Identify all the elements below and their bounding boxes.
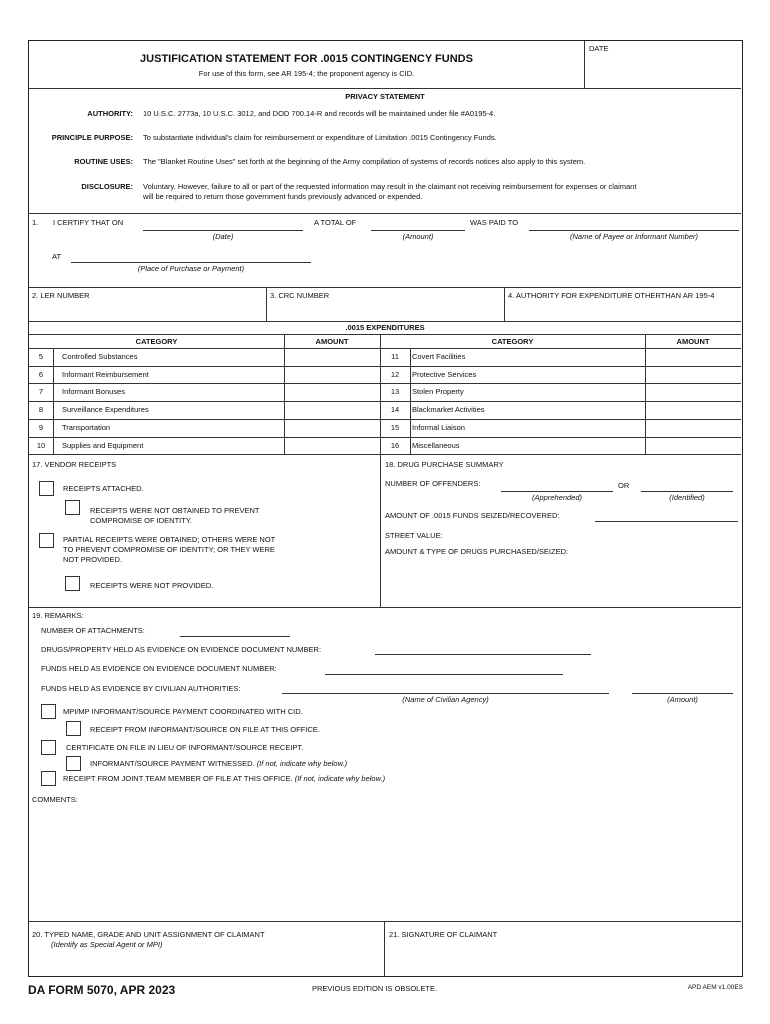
receipts-not-obtained-checkbox[interactable]	[65, 500, 80, 515]
expenditure-category: Controlled Substances	[62, 352, 138, 361]
expenditure-category: Protective Services	[412, 369, 477, 379]
row-divider	[29, 437, 741, 438]
form-id: DA FORM 5070, APR 2023	[28, 983, 176, 997]
expenditure-category: Blackmarket Activities	[412, 405, 485, 415]
identified-hint: (Identified)	[669, 493, 705, 502]
offenders-label: NUMBER OF OFFENDERS:	[385, 479, 481, 488]
disclosure-text-1: Voluntary. However, failure to all or part of the requested information may result in the claimant not receiving reimbursement for expenses or claimant	[143, 182, 637, 191]
row-divider	[29, 401, 741, 402]
mpi-coordinated-checkbox[interactable]	[41, 704, 56, 719]
category-header-right: CATEGORY	[491, 337, 534, 346]
expenditure-amount-field[interactable]	[646, 348, 740, 366]
receipts-not-obtained-1: RECEIPTS WERE NOT OBTAINED TO PREVENT	[90, 506, 260, 515]
expenditure-num: 7	[38, 387, 44, 397]
evidence-doc-label: DRUGS/PROPERTY HELD AS EVIDENCE ON EVIDENCE DOCUMENT NUMBER:	[41, 645, 322, 654]
expenditure-amount-field[interactable]	[285, 401, 379, 419]
expenditure-amount-field[interactable]	[285, 437, 379, 455]
expenditures-heading: .0015 EXPENDITURES	[345, 323, 425, 332]
routine-label: ROUTINE USES:	[74, 157, 133, 166]
expenditure-num: 6	[38, 369, 44, 379]
witnessed-checkbox[interactable]	[66, 756, 81, 771]
attachments-field[interactable]	[180, 636, 290, 637]
receipts-attached-label: RECEIPTS ATTACHED.	[63, 484, 144, 493]
evidence-doc-field[interactable]	[375, 654, 591, 655]
purpose-text: To substantiate individual's claim for reimbursement or expenditure of Limitation .0015 Contingency Funds.	[143, 133, 497, 142]
civilian-amount-field[interactable]	[632, 693, 733, 694]
typed-name-label: 20. TYPED NAME, GRADE AND UNIT ASSIGNMENT OF CLAIMANT	[32, 930, 265, 939]
expenditure-category: Miscellaneous	[412, 440, 460, 450]
expenditure-num: 13	[390, 387, 400, 397]
expenditure-category: Surveillance Expenditures	[62, 405, 149, 415]
partial-receipts-1: PARTIAL RECEIPTS WERE OBTAINED; OTHERS WERE NOT	[63, 535, 276, 544]
date-hint: (Date)	[212, 232, 234, 241]
expenditure-amount-field[interactable]	[285, 366, 379, 384]
column-divider	[410, 348, 411, 454]
amount-header-left: AMOUNT	[315, 337, 349, 346]
expenditure-amount-field[interactable]	[646, 437, 740, 455]
routine-text: The "Blanket Routine Uses" set forth at the beginning of the Army compilation of systems of records notices also apply to this system.	[143, 157, 586, 166]
row-divider	[29, 419, 741, 420]
witnessed-label	[90, 759, 347, 768]
joint-team-checkbox[interactable]	[41, 771, 56, 786]
row-divider	[29, 366, 741, 367]
expenditure-num: 12	[390, 369, 400, 379]
receipts-not-provided-label: RECEIPTS WERE NOT PROVIDED.	[90, 581, 214, 590]
vendor-heading: 17. VENDOR RECEIPTS	[32, 460, 117, 469]
expenditure-category: Transportation	[62, 422, 111, 432]
joint-text: RECEIPT FROM JOINT TEAM MEMBER OF FILE AT THIS OFFICE.	[63, 774, 293, 783]
signature-field[interactable]	[389, 941, 739, 973]
version-note: APD AEM v1.00ES	[687, 984, 743, 991]
remarks-heading: 19. REMARKS:	[32, 611, 84, 620]
expenditure-amount-field[interactable]	[646, 419, 740, 437]
expenditure-category: Informal Liaison	[412, 422, 465, 432]
funds-civ-label: FUNDS HELD AS EVIDENCE BY CIVILIAN AUTHORITIES:	[41, 684, 241, 693]
typed-name-hint: (Identify as Special Agent or MPI)	[51, 940, 163, 949]
seized-field[interactable]	[595, 521, 738, 522]
street-value-label: STREET VALUE:	[385, 531, 443, 540]
row-divider	[29, 383, 741, 384]
column-divider	[53, 348, 54, 454]
drug-heading: 18. DRUG PURCHASE SUMMARY	[385, 460, 504, 469]
total-label: A TOTAL OF	[314, 218, 357, 227]
purpose-label: PRINCIPLE PURPOSE:	[51, 133, 133, 142]
authority-text: 10 U.S.C. 2773a, 10 U.S.C. 3012, and DOD 700.14-R and records will be maintained under file #A0195-4.	[143, 109, 496, 118]
form-frame	[28, 40, 743, 977]
civ-amount-hint: (Amount)	[667, 695, 698, 704]
date-label: DATE	[589, 44, 609, 53]
certify-date-field[interactable]	[143, 230, 303, 231]
attachments-label: NUMBER OF ATTACHMENTS:	[41, 626, 145, 635]
receipt-informant-checkbox[interactable]	[66, 721, 81, 736]
at-label: AT	[52, 252, 62, 261]
expenditure-amount-field[interactable]	[646, 366, 740, 384]
witnessed-note: (If not, indicate why below.)	[256, 759, 348, 768]
comments-label: COMMENTS:	[32, 795, 78, 804]
obsolete-note: PREVIOUS EDITION IS OBSOLETE.	[312, 984, 438, 993]
privacy-heading: PRIVACY STATEMENT	[345, 92, 425, 101]
certificate-checkbox[interactable]	[41, 740, 56, 755]
expenditure-amount-field[interactable]	[285, 348, 379, 366]
expenditure-amount-field[interactable]	[285, 383, 379, 401]
certify-num: 1.	[32, 218, 39, 227]
drugs-purchased-label: AMOUNT & TYPE OF DRUGS PURCHASED/SEIZED:	[385, 547, 569, 556]
expenditure-num: 9	[38, 422, 44, 432]
certificate-label: CERTIFICATE ON FILE IN LIEU OF INFORMANT/SOURCE RECEIPT.	[66, 743, 304, 752]
authority-expenditure-label: 4. AUTHORITY FOR EXPENDITURE OTHERTHAN AR 195-4	[508, 291, 715, 300]
category-header-left: CATEGORY	[135, 337, 178, 346]
place-hint: (Place of Purchase or Payment)	[137, 264, 245, 273]
certify-payee-field[interactable]	[529, 230, 739, 231]
joint-team-label	[63, 774, 385, 783]
expenditure-category: Informant Reimbursement	[62, 369, 149, 379]
receipts-attached-checkbox[interactable]	[39, 481, 54, 496]
date-field[interactable]	[589, 55, 739, 85]
disclosure-text-2: will be required to return those government funds previously advanced or expended.	[143, 192, 423, 201]
amount-hint: (Amount)	[402, 232, 434, 241]
receipts-not-provided-checkbox[interactable]	[65, 576, 80, 591]
payee-hint: (Name of Payee or Informant Number)	[570, 232, 698, 241]
expenditure-amount-field[interactable]	[646, 401, 740, 419]
comments-field[interactable]	[32, 807, 737, 919]
expenditure-category: Stolen Property	[412, 387, 464, 397]
partial-receipts-3: NOT PROVIDED.	[63, 555, 123, 564]
signature-label: 21. SIGNATURE OF CLAIMANT	[389, 930, 498, 939]
or-label: OR	[618, 481, 630, 490]
certify-place-field[interactable]	[71, 262, 311, 263]
expenditure-num: 10	[36, 440, 46, 450]
expenditure-amount-field[interactable]	[646, 383, 740, 401]
ler-number-label: 2. LER NUMBER	[32, 291, 90, 300]
expenditure-num: 14	[390, 405, 400, 415]
crc-number-label: 3. CRC NUMBER	[270, 291, 330, 300]
expenditure-category: Covert Facilities	[412, 352, 466, 361]
seized-label: AMOUNT OF .0015 FUNDS SEIZED/RECOVERED:	[385, 511, 560, 520]
form-subtitle: For use of this form, see AR 195-4; the proponent agency is CID.	[198, 69, 415, 78]
expenditure-num: 5	[38, 352, 44, 361]
offenders-identified-field[interactable]	[641, 491, 733, 492]
receipt-informant-label: RECEIPT FROM INFORMANT/SOURCE ON FILE AT THIS OFFICE.	[90, 725, 320, 734]
civilian-agency-field[interactable]	[282, 693, 609, 694]
certify-amount-field[interactable]	[371, 230, 465, 231]
expenditure-num: 8	[38, 405, 44, 415]
funds-doc-field[interactable]	[325, 674, 563, 675]
apprehended-hint: (Apprehended)	[531, 493, 583, 502]
expenditure-category: Supplies and Equipment	[62, 440, 144, 450]
mpi-coordinated-label: MPI/MP INFORMANT/SOURCE PAYMENT COORDINATED WITH CID.	[63, 707, 303, 716]
funds-doc-label: FUNDS HELD AS EVIDENCE ON EVIDENCE DOCUMENT NUMBER:	[41, 664, 277, 673]
offenders-apprehended-field[interactable]	[501, 491, 613, 492]
expenditure-amount-field[interactable]	[285, 419, 379, 437]
partial-receipts-checkbox[interactable]	[39, 533, 54, 548]
form-title: JUSTIFICATION STATEMENT FOR .0015 CONTINGENCY FUNDS	[140, 53, 473, 65]
expenditure-num: 16	[390, 440, 400, 450]
partial-receipts-2: TO PREVENT COMPROMISE OF IDENTITY; OR THEY WERE	[63, 545, 275, 554]
expenditure-num: 11	[391, 352, 399, 361]
agency-hint: (Name of Civilian Agency)	[402, 695, 489, 704]
paid-label: WAS PAID TO	[470, 218, 519, 227]
certify-label: I CERTIFY THAT ON	[53, 218, 124, 227]
expenditure-category: Informant Bonuses	[62, 387, 125, 397]
receipts-not-obtained-2: COMPROMISE OF IDENTITY.	[90, 516, 192, 525]
joint-note: (If not, indicate why below.)	[294, 774, 386, 783]
witnessed-text: INFORMANT/SOURCE PAYMENT WITNESSED.	[90, 759, 255, 768]
authority-label: AUTHORITY:	[87, 109, 133, 118]
expenditure-num: 15	[390, 422, 400, 432]
amount-header-right: AMOUNT	[676, 337, 710, 346]
disclosure-label: DISCLOSURE:	[81, 182, 133, 191]
